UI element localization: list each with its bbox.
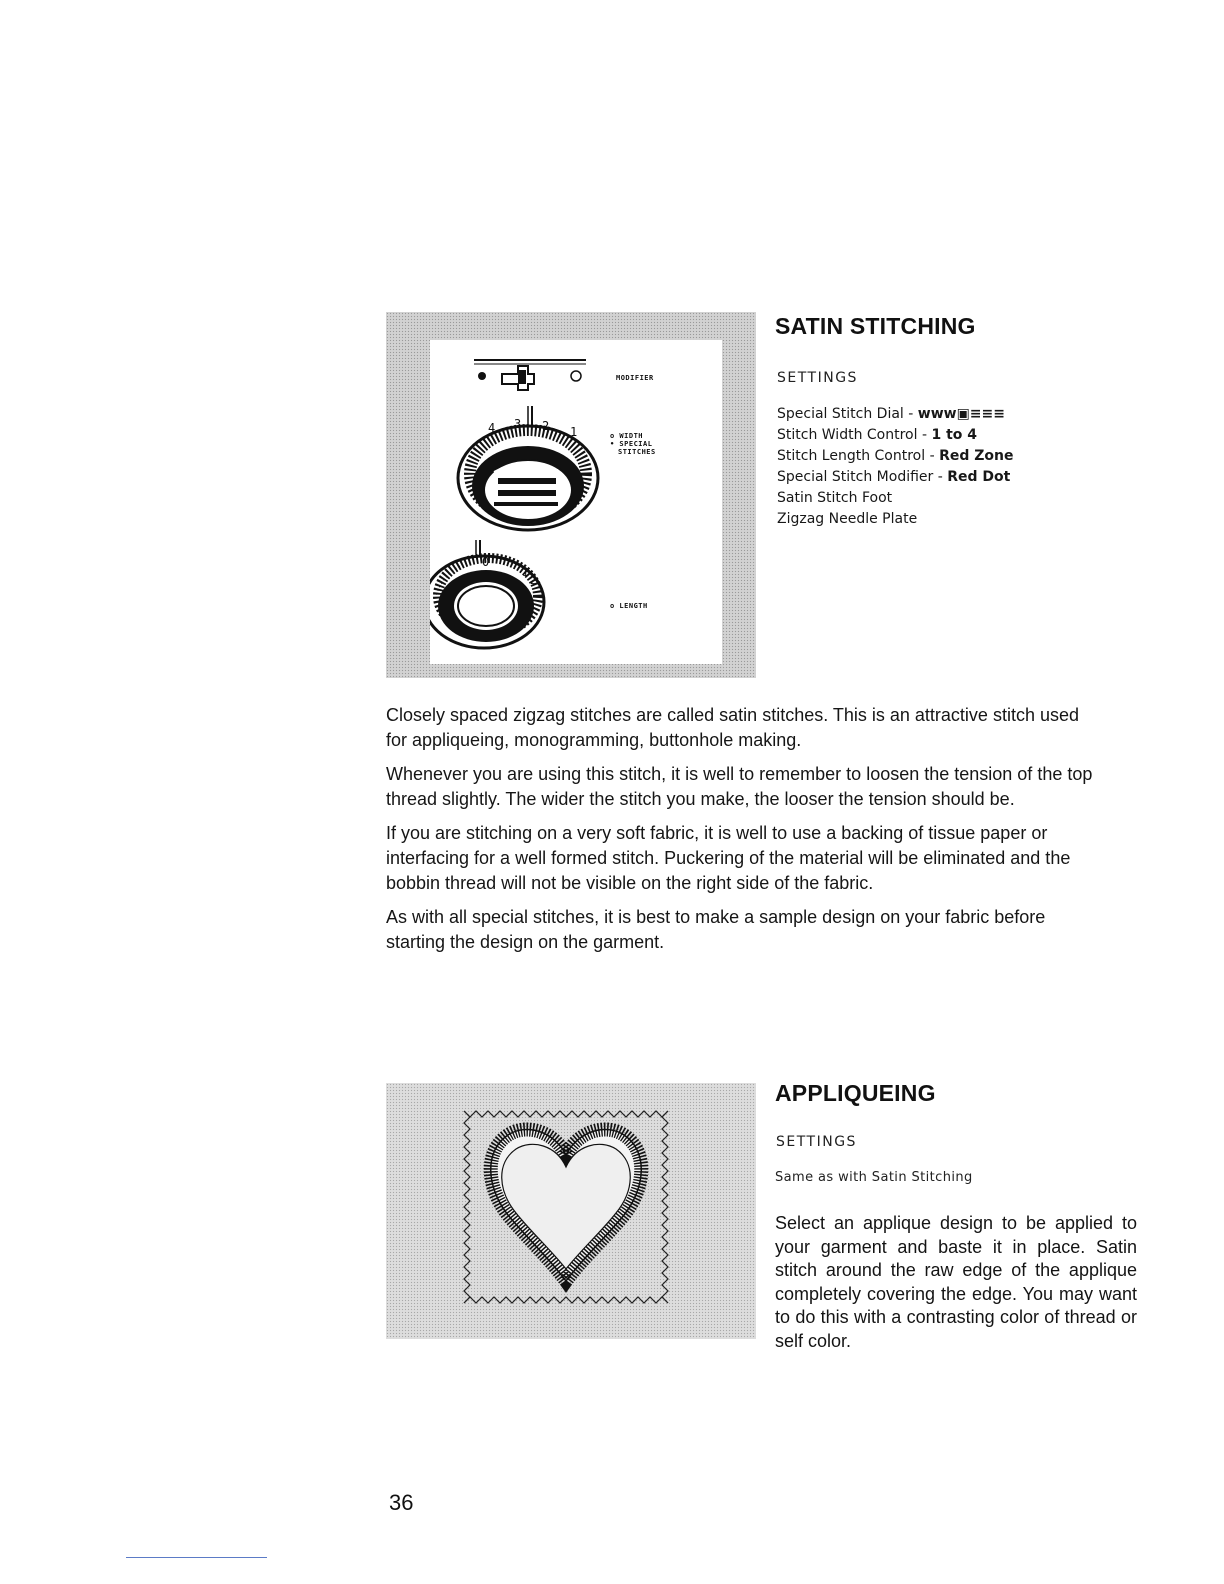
paragraph: Closely spaced zigzag stitches are called satin stitches. This is an attractive stitch used for appliqueing, monogramming, buttonhole making. (386, 705, 1079, 750)
special-stitches-label: • SPECIAL (610, 440, 653, 448)
page-number: 36 (389, 1490, 414, 1515)
machine-controls-panel (430, 340, 722, 664)
stitch-modifier-switch (474, 360, 586, 390)
width-dial-number: 2 (542, 419, 550, 433)
heart-applique (491, 1129, 642, 1281)
satin-stitch-settings-figure (386, 312, 756, 678)
satin-stitching-heading: SATIN STITCHING (775, 313, 976, 339)
appliqueing-heading: APPLIQUEING (775, 1080, 936, 1106)
paragraph: Whenever you are using this stitch, it is well to remember to loosen the tension of the top thread slightly. The wider the stitch you make, the looser the tension should be. (386, 764, 1093, 809)
modifier-label: MODIFIER (616, 374, 654, 382)
satin-stitching-body (386, 703, 1098, 964)
width-dial-number: 3 (514, 417, 522, 431)
setting-stitch-modifier: Special Stitch Modifier - Red Dot (777, 469, 1011, 485)
setting-stitch-width: Stitch Width Control - 1 to 4 (777, 427, 978, 443)
satin-settings-label: SETTINGS (777, 370, 858, 386)
paragraph: If you are stitching on a very soft fabric, it is well to use a backing of tissue paper or interfacing for a well formed stitch. Puckering of the material will be eliminated and the bobbin thread will not be visible on the right side of the fabric. (386, 823, 1071, 893)
width-dial-number: 1 (570, 425, 578, 439)
length-dial-number: 2 (530, 574, 537, 587)
applique-settings-note: Same as with Satin Stitching (775, 1170, 973, 1185)
length-dial-number: 0 (482, 555, 490, 569)
applique-settings-label: SETTINGS (776, 1134, 857, 1150)
setting-presser-foot: Satin Stitch Foot (777, 490, 893, 506)
length-dial-number: 1 (522, 566, 529, 579)
length-label: o LENGTH (610, 602, 648, 610)
paragraph: As with all special stitches, it is best to make a sample design on your fabric before starting the design on the garment. (386, 907, 1046, 952)
applique-heart-figure (386, 1083, 756, 1339)
setting-special-stitch-dial: Special Stitch Dial - ᴡᴡᴡ▣≡≡≡ (777, 406, 1005, 422)
width-label: o WIDTH (610, 432, 644, 440)
setting-needle-plate: Zigzag Needle Plate (777, 511, 918, 527)
width-dial-number: 4 (488, 421, 496, 435)
footer-divider (126, 1557, 267, 1558)
red-dot-icon (478, 372, 486, 380)
open-dot-icon (571, 371, 581, 381)
applique-instructions: Select an applique design to be applied to your garment and baste it in place. Satin stitch around the raw edge of the applique completely covering the edge. You may want to do this with a contrasting color of thread or self color. (775, 1213, 1137, 1351)
special-stitches-label-line2: STITCHES (618, 448, 656, 456)
setting-stitch-length: Stitch Length Control - Red Zone (777, 448, 1014, 464)
satin-settings-list (777, 404, 1013, 530)
